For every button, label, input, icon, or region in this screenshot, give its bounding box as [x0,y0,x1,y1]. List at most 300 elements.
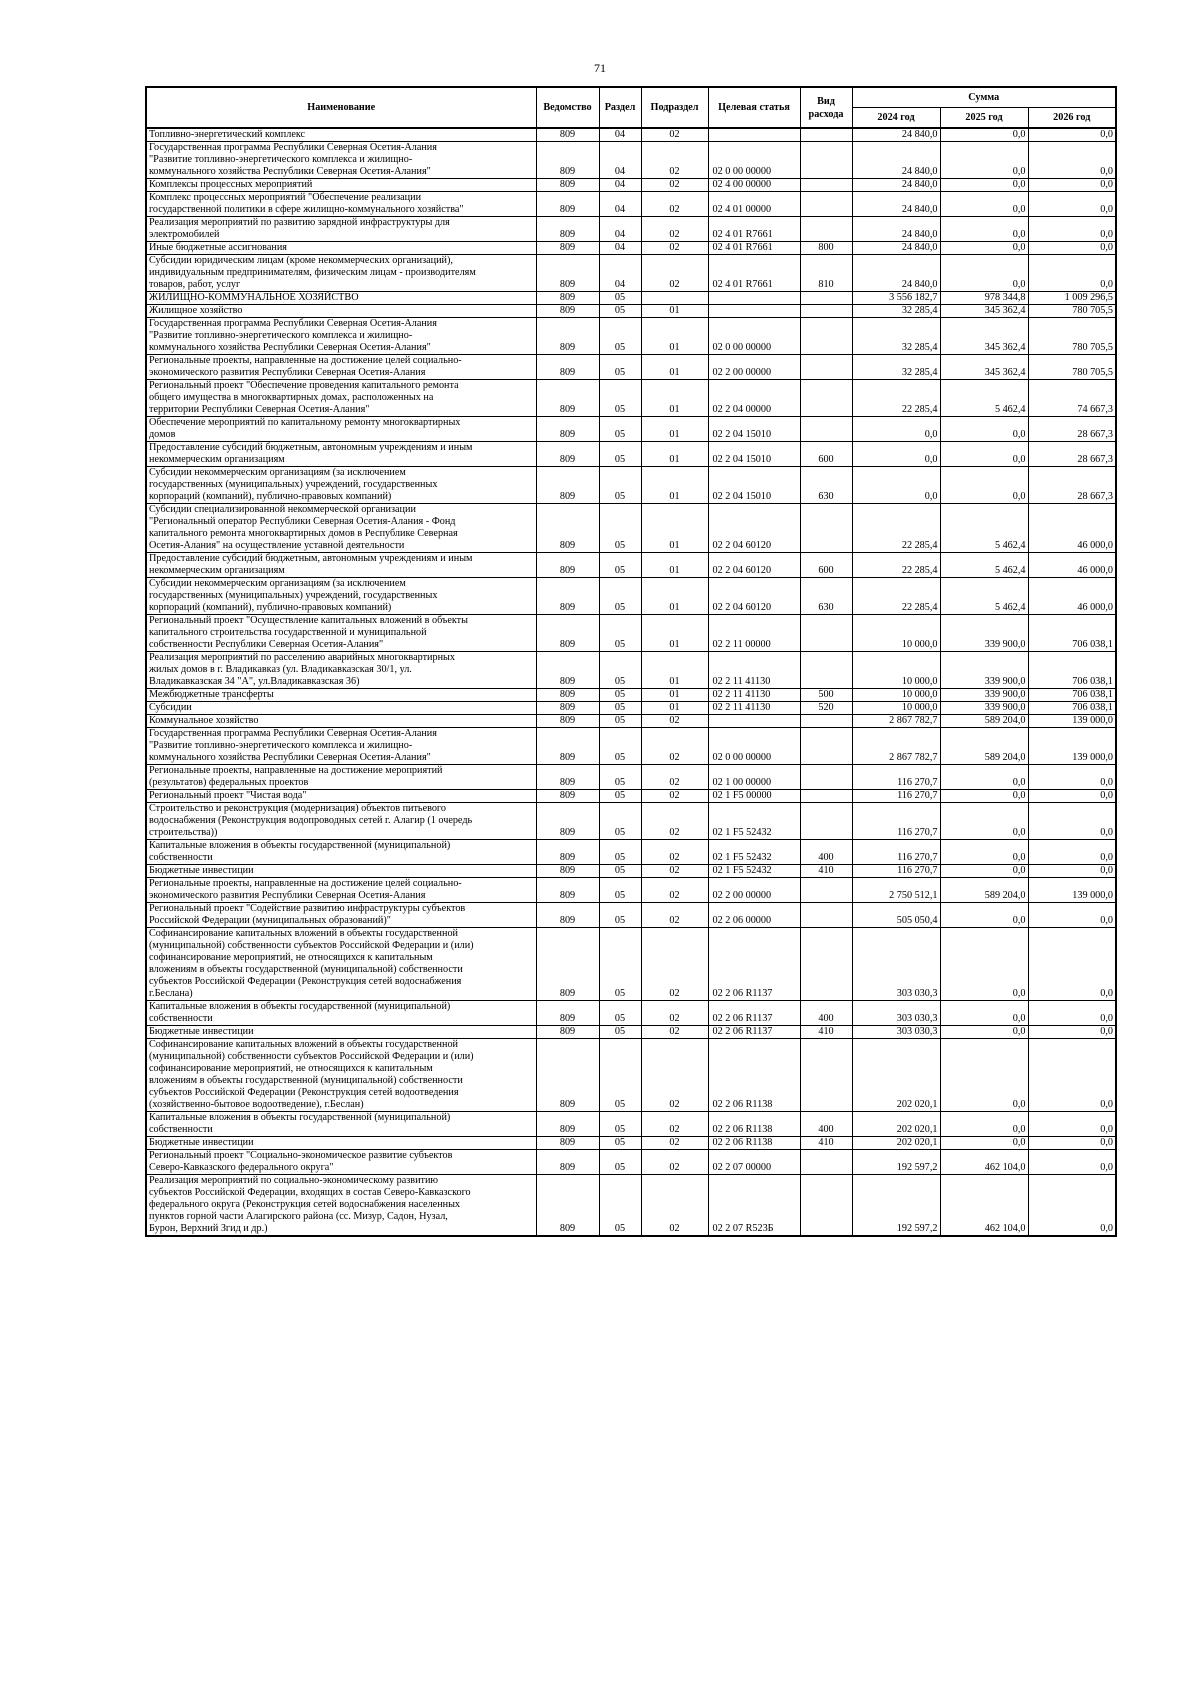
name-cell: Обеспечение мероприятий по капитальному ремонту многоквартирных домов [146,417,536,442]
name-cell: Региональный проект "Чистая вода" [146,790,536,803]
sum-2024-cell: 116 270,7 [852,790,940,803]
section-cell: 05 [599,803,641,840]
sum-2025-cell: 589 204,0 [940,715,1028,728]
section-cell: 05 [599,380,641,417]
dept-cell: 809 [536,1137,599,1150]
dept-cell: 809 [536,790,599,803]
target-cell: 02 2 00 00000 [708,878,800,903]
table-row [146,318,1116,355]
sum-2026-cell: 0,0 [1028,765,1116,790]
sum-2026-cell: 74 667,3 [1028,380,1116,417]
sum-2025-cell: 0,0 [940,903,1028,928]
table-row [146,840,1116,865]
sum-2025-cell: 339 900,0 [940,652,1028,689]
dept-cell: 809 [536,728,599,765]
table-row [146,1150,1116,1175]
name-cell: Субсидии юридическим лицам (кроме некоммерческих организаций), индивидуальным предпринимателям, физическим лицам - производителям товаров, работ, услуг [146,255,536,292]
exp-type-cell [800,380,852,417]
target-cell: 02 4 01 R7661 [708,255,800,292]
name-cell: Софинансирование капитальных вложений в объекты государственной (муниципальной) собственности субъектов Российской Федерации и (или) софинансирование мероприятий, не относящихся к капитальным вложениям в объекты государственной (муниципальной) собственности субъектов Российской Федерации (Реконструкция сетей водоотведения (хозяйственно-бытовое водоотведение), г.Беслан) [146,1039,536,1112]
sum-2026-cell: 28 667,3 [1028,467,1116,504]
dept-cell: 809 [536,417,599,442]
col-header-2025: 2025 год [940,107,1028,128]
sum-2026-cell: 0,0 [1028,928,1116,1001]
sum-2026-cell: 0,0 [1028,865,1116,878]
sum-2025-cell: 0,0 [940,928,1028,1001]
name-cell: Комплексы процессных мероприятий [146,179,536,192]
section-cell: 05 [599,504,641,553]
sum-2025-cell: 978 344,8 [940,292,1028,305]
table-row [146,765,1116,790]
exp-type-cell: 630 [800,467,852,504]
dept-cell: 809 [536,305,599,318]
table-body [146,128,1116,1236]
sum-2026-cell: 46 000,0 [1028,553,1116,578]
sum-2026-cell: 0,0 [1028,1039,1116,1112]
section-cell: 05 [599,553,641,578]
table-row [146,578,1116,615]
section-cell: 05 [599,1137,641,1150]
dept-cell: 809 [536,292,599,305]
target-cell: 02 2 06 00000 [708,903,800,928]
sum-2026-cell: 0,0 [1028,242,1116,255]
sum-2024-cell: 192 597,2 [852,1150,940,1175]
sum-2024-cell: 24 840,0 [852,255,940,292]
table-row [146,865,1116,878]
target-cell: 02 2 04 60120 [708,578,800,615]
dept-cell: 809 [536,318,599,355]
section-cell: 05 [599,1026,641,1039]
col-header-target: Целевая статья [708,87,800,128]
exp-type-cell: 520 [800,702,852,715]
dept-cell: 809 [536,380,599,417]
sum-2026-cell: 706 038,1 [1028,615,1116,652]
sum-2024-cell: 2 867 782,7 [852,728,940,765]
subsection-cell: 02 [641,1112,708,1137]
exp-type-cell: 500 [800,689,852,702]
dept-cell: 809 [536,1001,599,1026]
subsection-cell: 02 [641,765,708,790]
target-cell: 02 2 06 R1138 [708,1039,800,1112]
table-row [146,652,1116,689]
sum-2026-cell: 780 705,5 [1028,355,1116,380]
dept-cell: 809 [536,467,599,504]
sum-2024-cell: 303 030,3 [852,1001,940,1026]
table-row [146,790,1116,803]
target-cell: 02 2 06 R1137 [708,1026,800,1039]
sum-2026-cell: 46 000,0 [1028,578,1116,615]
subsection-cell: 02 [641,255,708,292]
subsection-cell: 01 [641,417,708,442]
target-cell: 02 2 07 00000 [708,1150,800,1175]
name-cell: Субсидии специализированной некоммерческой организации "Региональный оператор Республики Северная Осетия-Алания - Фонд капитального ремонта многоквартирных домов в Республике Северная Осетия-Алания" на осуществление уставной деятельности [146,504,536,553]
dept-cell: 809 [536,192,599,217]
sum-2026-cell: 139 000,0 [1028,715,1116,728]
sum-2026-cell: 1 009 296,5 [1028,292,1116,305]
target-cell: 02 2 04 15010 [708,417,800,442]
subsection-cell: 01 [641,305,708,318]
name-cell: Капитальные вложения в объекты государственной (муниципальной) собственности [146,1001,536,1026]
col-header-sum: Сумма [852,87,1116,107]
sum-2025-cell: 462 104,0 [940,1150,1028,1175]
exp-type-cell [800,179,852,192]
table-row [146,803,1116,840]
exp-type-cell: 410 [800,865,852,878]
dept-cell: 809 [536,255,599,292]
sum-2025-cell: 5 462,4 [940,504,1028,553]
dept-cell: 809 [536,242,599,255]
name-cell: Реализация мероприятий по расселению аварийных многоквартирных жилых домов в г. Владикавказ (ул. Владикавказская 30/1, ул. Владикавказская 34 "А", ул.Владикавказская 36) [146,652,536,689]
table-row [146,355,1116,380]
table-row [146,1175,1116,1237]
sum-2025-cell: 0,0 [940,1137,1028,1150]
sum-2024-cell: 192 597,2 [852,1175,940,1237]
section-cell: 05 [599,1112,641,1137]
subsection-cell: 02 [641,715,708,728]
col-header-exp-type: Вид расхода [800,87,852,128]
dept-cell: 809 [536,1026,599,1039]
name-cell: Предоставление субсидий бюджетным, автономным учреждениям и иным некоммерческим организациям [146,553,536,578]
dept-cell: 809 [536,1112,599,1137]
exp-type-cell: 400 [800,1112,852,1137]
sum-2026-cell: 0,0 [1028,128,1116,142]
name-cell: Бюджетные инвестиции [146,865,536,878]
target-cell: 02 0 00 00000 [708,728,800,765]
name-cell: Государственная программа Республики Северная Осетия-Алания "Развитие топливно-энергетического комплекса и жилищно- коммунального хозяйства Республики Северная Осетия-Алания" [146,318,536,355]
sum-2024-cell: 10 000,0 [852,689,940,702]
target-cell: 02 2 04 60120 [708,504,800,553]
name-cell: Реализация мероприятий по социально-экономическому развитию субъектов Российской Федерации, входящих в состав Северо-Кавказского федерального округа (Реконструкция сетей водоснабжения населенных пунктов горной части Алагирского района (сс. Мизур, Садон, Нузал, Бурон, Верхний Згид и др.) [146,1175,536,1237]
exp-type-cell [800,878,852,903]
sum-2024-cell: 116 270,7 [852,803,940,840]
section-cell: 05 [599,292,641,305]
exp-type-cell [800,790,852,803]
exp-type-cell [800,355,852,380]
subsection-cell: 02 [641,142,708,179]
dept-cell: 809 [536,765,599,790]
target-cell: 02 2 06 R1137 [708,1001,800,1026]
dept-cell: 809 [536,355,599,380]
table-row [146,179,1116,192]
dept-cell: 809 [536,903,599,928]
subsection-cell: 02 [641,1026,708,1039]
sum-2025-cell: 462 104,0 [940,1175,1028,1237]
section-cell: 05 [599,878,641,903]
name-cell: Государственная программа Республики Северная Осетия-Алания "Развитие топливно-энергетического комплекса и жилищно- коммунального хозяйства Республики Северная Осетия-Алания" [146,142,536,179]
name-cell: Региональный проект "Социально-экономическое развитие субъектов Северо-Кавказского федерального округа" [146,1150,536,1175]
section-cell: 05 [599,728,641,765]
dept-cell: 809 [536,217,599,242]
table-row [146,878,1116,903]
name-cell: Межбюджетные трансферты [146,689,536,702]
target-cell: 02 1 00 00000 [708,765,800,790]
sum-2024-cell: 505 050,4 [852,903,940,928]
sum-2026-cell: 0,0 [1028,803,1116,840]
sum-2025-cell: 0,0 [940,255,1028,292]
section-cell: 05 [599,615,641,652]
exp-type-cell: 600 [800,442,852,467]
target-cell: 02 4 01 R7661 [708,242,800,255]
sum-2025-cell: 0,0 [940,179,1028,192]
subsection-cell: 02 [641,728,708,765]
name-cell: Иные бюджетные ассигнования [146,242,536,255]
sum-2026-cell: 0,0 [1028,1001,1116,1026]
table-row [146,928,1116,1001]
table-row [146,689,1116,702]
target-cell: 02 2 06 R1138 [708,1112,800,1137]
dept-cell: 809 [536,840,599,865]
sum-2025-cell: 0,0 [940,192,1028,217]
subsection-cell [641,292,708,305]
sum-2025-cell: 0,0 [940,217,1028,242]
exp-type-cell: 810 [800,255,852,292]
sum-2025-cell: 5 462,4 [940,578,1028,615]
sum-2025-cell: 345 362,4 [940,355,1028,380]
subsection-cell: 01 [641,689,708,702]
sum-2024-cell: 116 270,7 [852,840,940,865]
subsection-cell: 01 [641,578,708,615]
section-cell: 05 [599,578,641,615]
subsection-cell: 01 [641,355,708,380]
sum-2026-cell: 0,0 [1028,840,1116,865]
sum-2026-cell: 706 038,1 [1028,702,1116,715]
sum-2024-cell: 32 285,4 [852,305,940,318]
section-cell: 05 [599,355,641,380]
subsection-cell: 01 [641,442,708,467]
name-cell: Субсидии [146,702,536,715]
table-row [146,142,1116,179]
dept-cell: 809 [536,442,599,467]
sum-2025-cell: 0,0 [940,1039,1028,1112]
sum-2026-cell: 0,0 [1028,255,1116,292]
sum-2025-cell: 5 462,4 [940,380,1028,417]
target-cell [708,292,800,305]
name-cell: ЖИЛИЩНО-КОММУНАЛЬНОЕ ХОЗЯЙСТВО [146,292,536,305]
dept-cell: 809 [536,689,599,702]
sum-2024-cell: 0,0 [852,417,940,442]
dept-cell: 809 [536,142,599,179]
target-cell: 02 2 06 R1137 [708,928,800,1001]
exp-type-cell [800,417,852,442]
sum-2024-cell: 303 030,3 [852,1026,940,1039]
exp-type-cell [800,903,852,928]
name-cell: Капитальные вложения в объекты государственной (муниципальной) собственности [146,840,536,865]
subsection-cell: 02 [641,1039,708,1112]
dept-cell: 809 [536,652,599,689]
name-cell: Комплекс процессных мероприятий "Обеспечение реализации государственной политики в сфере жилищно-коммунального хозяйства" [146,192,536,217]
sum-2026-cell: 780 705,5 [1028,318,1116,355]
section-cell: 05 [599,840,641,865]
name-cell: Коммунальное хозяйство [146,715,536,728]
table-row [146,417,1116,442]
name-cell: Строительство и реконструкция (модернизация) объектов питьевого водоснабжения (Реконструкция водопроводных сетей г. Алагир (1 очередь строительства)) [146,803,536,840]
sum-2024-cell: 24 840,0 [852,128,940,142]
section-cell: 05 [599,318,641,355]
target-cell: 02 2 04 60120 [708,553,800,578]
sum-2024-cell: 10 000,0 [852,615,940,652]
table-row [146,192,1116,217]
target-cell [708,128,800,142]
dept-cell: 809 [536,928,599,1001]
sum-2024-cell: 3 556 182,7 [852,292,940,305]
dept-cell: 809 [536,865,599,878]
target-cell: 02 1 F5 52432 [708,803,800,840]
dept-cell: 809 [536,578,599,615]
sum-2026-cell: 0,0 [1028,903,1116,928]
dept-cell: 809 [536,128,599,142]
table-row [146,1137,1116,1150]
table-row [146,615,1116,652]
subsection-cell: 02 [641,1137,708,1150]
table-row [146,128,1116,142]
table-row [146,255,1116,292]
exp-type-cell [800,803,852,840]
sum-2025-cell: 0,0 [940,765,1028,790]
exp-type-cell: 410 [800,1026,852,1039]
subsection-cell: 02 [641,1150,708,1175]
sum-2026-cell: 0,0 [1028,790,1116,803]
sum-2026-cell: 0,0 [1028,192,1116,217]
exp-type-cell: 410 [800,1137,852,1150]
dept-cell: 809 [536,803,599,840]
section-cell: 05 [599,1150,641,1175]
sum-2024-cell: 32 285,4 [852,318,940,355]
section-cell: 05 [599,1039,641,1112]
exp-type-cell [800,142,852,179]
subsection-cell: 02 [641,840,708,865]
sum-2024-cell: 22 285,4 [852,578,940,615]
table-row [146,1039,1116,1112]
table-row [146,903,1116,928]
sum-2025-cell: 0,0 [940,467,1028,504]
sum-2024-cell: 303 030,3 [852,928,940,1001]
exp-type-cell: 400 [800,1001,852,1026]
sum-2025-cell: 0,0 [940,128,1028,142]
table-row [146,715,1116,728]
subsection-cell: 02 [641,192,708,217]
table-row [146,292,1116,305]
exp-type-cell [800,728,852,765]
sum-2026-cell: 0,0 [1028,217,1116,242]
exp-type-cell [800,652,852,689]
col-header-2026: 2026 год [1028,107,1116,128]
dept-cell: 809 [536,1150,599,1175]
name-cell: Региональные проекты, направленные на достижение целей социально- экономического развития Республики Северная Осетия-Алания [146,878,536,903]
subsection-cell: 01 [641,318,708,355]
exp-type-cell: 800 [800,242,852,255]
target-cell: 02 0 00 00000 [708,318,800,355]
subsection-cell: 02 [641,217,708,242]
target-cell: 02 2 04 00000 [708,380,800,417]
sum-2025-cell: 345 362,4 [940,318,1028,355]
exp-type-cell [800,1175,852,1237]
table-row [146,380,1116,417]
name-cell: Реализация мероприятий по развитию зарядной инфраструктуры для электромобилей [146,217,536,242]
subsection-cell: 02 [641,242,708,255]
sum-2025-cell: 0,0 [940,840,1028,865]
section-cell: 04 [599,242,641,255]
sum-2024-cell: 202 020,1 [852,1112,940,1137]
target-cell: 02 4 01 R7661 [708,217,800,242]
exp-type-cell [800,765,852,790]
section-cell: 04 [599,142,641,179]
sum-2024-cell: 24 840,0 [852,242,940,255]
target-cell: 02 1 F5 52432 [708,865,800,878]
name-cell: Бюджетные инвестиции [146,1137,536,1150]
col-header-dept: Ведомство [536,87,599,128]
sum-2025-cell: 589 204,0 [940,728,1028,765]
sum-2025-cell: 5 462,4 [940,553,1028,578]
target-cell: 02 0 00 00000 [708,142,800,179]
sum-2026-cell: 0,0 [1028,1175,1116,1237]
target-cell: 02 1 F5 00000 [708,790,800,803]
dept-cell: 809 [536,1039,599,1112]
subsection-cell: 02 [641,790,708,803]
sum-2024-cell: 2 867 782,7 [852,715,940,728]
sum-2026-cell: 46 000,0 [1028,504,1116,553]
section-cell: 04 [599,128,641,142]
table-row [146,553,1116,578]
dept-cell: 809 [536,702,599,715]
sum-2026-cell: 139 000,0 [1028,878,1116,903]
table-header [146,87,1116,128]
subsection-cell: 02 [641,1001,708,1026]
subsection-cell: 02 [641,803,708,840]
col-header-name: Наименование [146,87,536,128]
sum-2025-cell: 339 900,0 [940,615,1028,652]
dept-cell: 809 [536,715,599,728]
sum-2026-cell: 28 667,3 [1028,442,1116,467]
name-cell: Софинансирование капитальных вложений в объекты государственной (муниципальной) собственности субъектов Российской Федерации и (или) софинансирование мероприятий, не относящихся к капитальным вложениям в объекты государственной (муниципальной) собственности субъектов Российской Федерации (Реконструкция сетей водоснабжения г.Беслана) [146,928,536,1001]
exp-type-cell [800,318,852,355]
table-row [146,504,1116,553]
name-cell: Субсидии некоммерческим организациям (за исключением государственных (муниципальных) учреждений, государственных корпораций (компаний), публично-правовых компаний) [146,578,536,615]
section-cell: 05 [599,442,641,467]
col-header-2024: 2024 год [852,107,940,128]
target-cell: 02 2 04 15010 [708,442,800,467]
name-cell: Региональный проект "Осуществление капитальных вложений в объекты капитального строительства государственной и муниципальной собственности Республики Северная Осетия-Алания" [146,615,536,652]
sum-2026-cell: 0,0 [1028,1026,1116,1039]
sum-2025-cell: 0,0 [940,417,1028,442]
sum-2024-cell: 116 270,7 [852,765,940,790]
sum-2024-cell: 22 285,4 [852,553,940,578]
exp-type-cell [800,128,852,142]
dept-cell: 809 [536,553,599,578]
sum-2024-cell: 0,0 [852,467,940,504]
section-cell: 04 [599,255,641,292]
target-cell: 02 2 00 00000 [708,355,800,380]
section-cell: 05 [599,652,641,689]
table-row [146,467,1116,504]
sum-2025-cell: 345 362,4 [940,305,1028,318]
budget-table [145,86,1117,1237]
sum-2024-cell: 116 270,7 [852,865,940,878]
name-cell: Предоставление субсидий бюджетным, автономным учреждениям и иным некоммерческим организациям [146,442,536,467]
name-cell: Субсидии некоммерческим организациям (за исключением государственных (муниципальных) учреждений, государственных корпораций (компаний), публично-правовых компаний) [146,467,536,504]
section-cell: 05 [599,865,641,878]
exp-type-cell: 630 [800,578,852,615]
target-cell: 02 4 01 00000 [708,192,800,217]
dept-cell: 809 [536,615,599,652]
name-cell: Топливно-энергетический комплекс [146,128,536,142]
subsection-cell: 01 [641,553,708,578]
section-cell: 05 [599,790,641,803]
dept-cell: 809 [536,504,599,553]
name-cell: Жилищное хозяйство [146,305,536,318]
dept-cell: 809 [536,878,599,903]
subsection-cell: 02 [641,128,708,142]
section-cell: 05 [599,715,641,728]
